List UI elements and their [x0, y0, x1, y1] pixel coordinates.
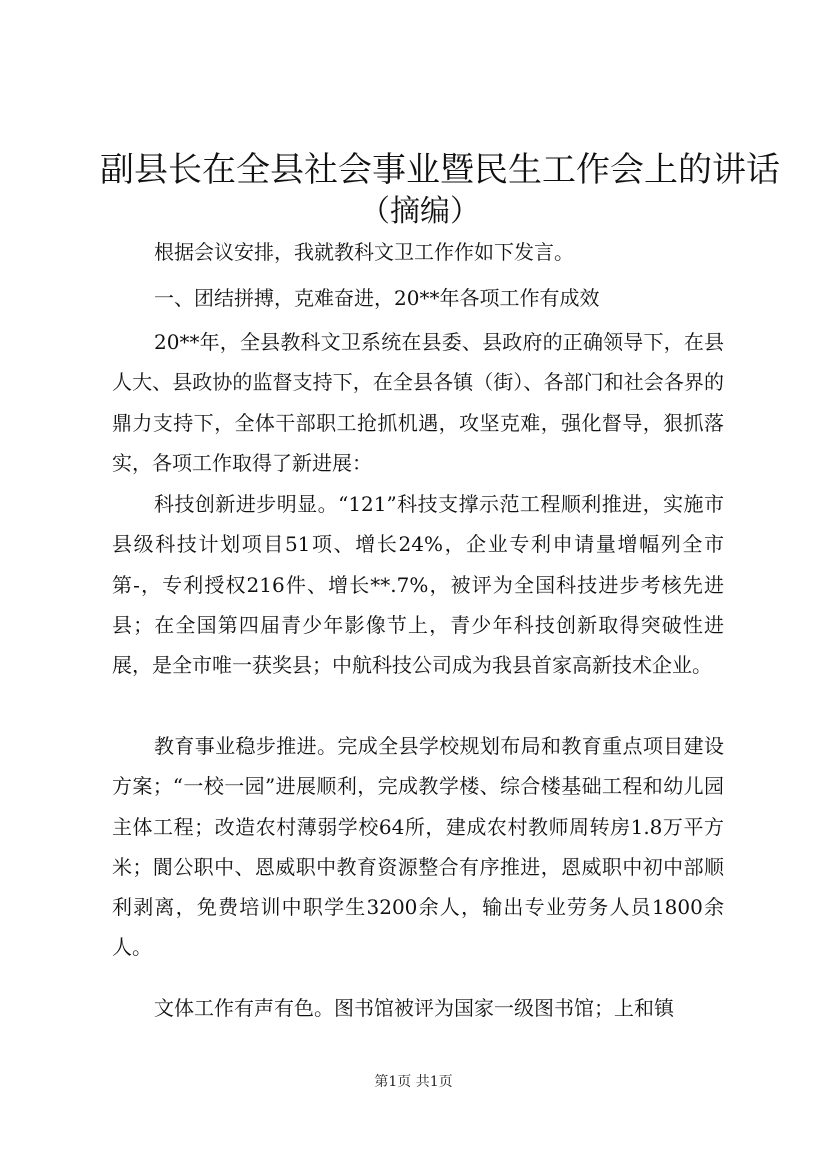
page-footer: 第1页 共1页	[374, 1074, 453, 1090]
body-paragraph: 20**年，全县教科文卫系统在县委、县政府的正确领导下，在县人大、县政协的监督支持下，在全县各镇（街）、各部门和社会各界的鼎力支持下，全体干部职工抢抓机遇，攻坚克难，强化督导，狠抓落实，各项工作取得了新进展：	[112, 330, 724, 475]
culture-paragraph: 文体工作有声有色。图书馆被评为国家一级图书馆；上和镇	[154, 996, 674, 1020]
document-title: 副县长在全县社会事业暨民生工作会上的讲话	[100, 150, 780, 190]
tech-paragraph: 科技创新进步明显。“121”科技支撑示范工程顺利推进，实施市县级科技计划项目51项、增长24%，企业专利申请量增幅列全市第-，专利授权216件、增长**.7%，被评为全国科技进步考核先进县；在全国第四届青少年影像节上，青少年科技创新取得突破性进展，是全市唯一获奖县；中航科技公司成为我县首家高新技术企业。	[112, 492, 724, 678]
document-subtitle: （摘编）	[360, 194, 480, 229]
education-paragraph: 教育事业稳步推进。完成全县学校规划布局和教育重点项目建设方案；“一校一园”进展顺利，完成教学楼、综合楼基础工程和幼儿园主体工程；改造农村薄弱学校64所，建成农村教师周转房1.8万平方米；閬公职中、恩威职中教育资源整合有序推进，恩威职中初中部顺利剥离，免费培训中职学生3200余人，输出专业劳务人员1800余人。	[112, 734, 724, 960]
intro-paragraph: 根据会议安排，我就教科文卫工作作如下发言。	[154, 240, 574, 264]
section-heading: 一、团结拼搏，克难奋进，20**年各项工作有成效	[154, 286, 600, 310]
